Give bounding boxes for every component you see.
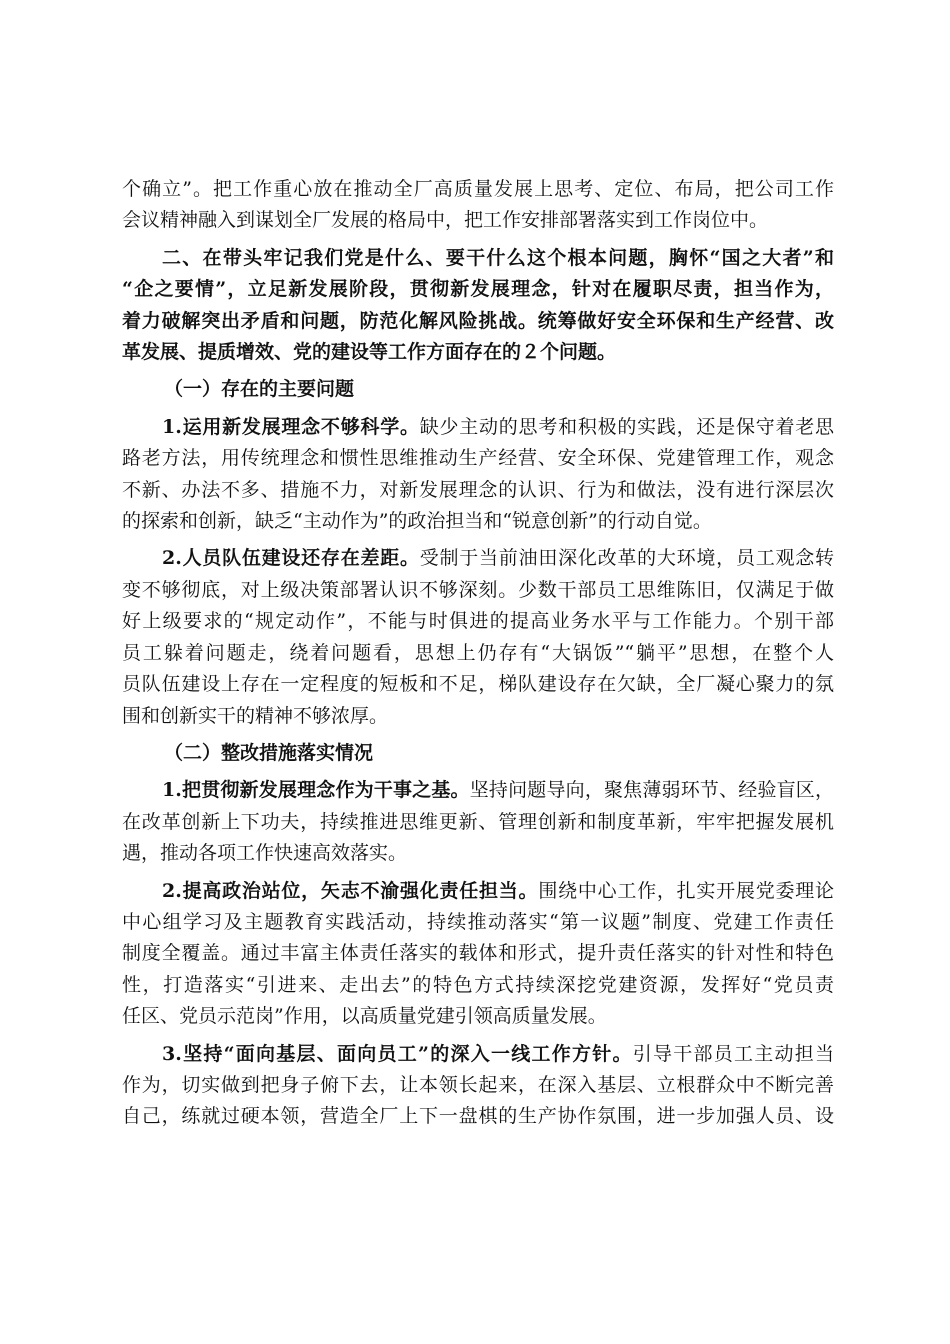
text-line: 任区、党员示范岗”作用，以高质量党建引领高质量发展。: [122, 1005, 607, 1028]
text-line: [122, 543, 834, 574]
subheading-existing-problems: （一）存在的主要问题: [164, 378, 355, 401]
item-text: 受制于当前油田深化改革的大环境，员工观念转: [419, 547, 834, 570]
item-text: 引导干部员工主动担当: [632, 1042, 834, 1065]
text-line: 的探索和创新，缺乏“主动作为”的政治担当和“锐意创新”的行动自觉。: [122, 510, 712, 533]
text-line: 好上级要求的“规定动作”，不能与时俱进的提高业务水平与工作能力。个别干部: [122, 610, 834, 633]
text-line: “企之要情”，立足新发展阶段，贯彻新发展理念，针对在履职尽责，担当作为，: [122, 278, 834, 301]
document-page: [122, 174, 834, 1139]
text-line: 制度全覆盖。通过丰富主体责任落实的载体和形式，提升责任落实的针对性和特色: [122, 942, 834, 965]
text-line: [122, 876, 834, 907]
text-line: 围和创新实干的精神不够浓厚。: [122, 704, 389, 727]
item-text: 围绕中心工作，扎实开展党委理论: [538, 879, 834, 902]
text-line: 性，打造落实“引进来、走出去”的特色方式持续深挖党建资源，发挥好“党员责: [122, 973, 834, 996]
text-line: [122, 775, 834, 806]
text-line: [122, 412, 834, 443]
text-line: 遇，推动各项工作快速高效落实。: [122, 842, 408, 865]
text-line: 会议精神融入到谋划全厂发展的格局中，把工作安排部署落实到工作岗位中。: [122, 209, 769, 232]
text-line: [122, 1039, 834, 1070]
paragraph-measure-1: [122, 775, 834, 869]
text-line: 自己，练就过硬本领，营造全厂上下一盘棋的生产协作氛围，进一步加强人员、设: [122, 1105, 834, 1128]
item-text: 缺少主动的思考和积极的实践，还是保守着老思: [419, 415, 834, 438]
text-line: 员工躲着问题走，绕着问题看，思想上仍存有“大锅饭”“躺平”思想，在整个人: [122, 641, 834, 664]
text-line: 变不够彻底，对上级决策部署认识不够深刻。少数干部员工思维陈旧，仅满足于做: [122, 578, 834, 601]
item-text: 坚持问题导向，聚焦薄弱环节、经验盲区，: [469, 779, 834, 802]
subheading-rectification-measures: （二）整改措施落实情况: [164, 741, 374, 764]
text-line: 中心组学习及主题教育实践活动，持续推动落实“第一议题”制度、党建工作责任: [122, 910, 834, 933]
text-line: 员队伍建设上存在一定程度的短板和不足，梯队建设存在欠缺，全厂凝心聚力的氛: [122, 673, 834, 696]
item-lead: 1.运用新发展理念不够科学。: [162, 415, 420, 438]
paragraph-measure-3: [122, 1039, 834, 1133]
paragraph-problem-2: [122, 543, 834, 731]
text-line: 路老方法，用传统理念和惯性思维推动生产经营、安全环保、党建管理工作，观念: [122, 447, 834, 470]
text-line: 作为，切实做到把身子俯下去，让本领长起来，在深入基层、立根群众中不断完善: [122, 1073, 834, 1096]
text-line: 不新、办法不多、措施不力，对新发展理念的认识、行为和做法，没有进行深层次: [122, 478, 834, 501]
item-lead: 1.把贯彻新发展理念作为干事之基。: [162, 779, 470, 802]
text-line: 着力破解突出矛盾和问题，防范化解风险挑战。统筹做好安全环保和生产经营、改: [122, 309, 834, 332]
text-line: 在改革创新上下功夫，持续推进思维更新、管理创新和制度革新，牢牢把握发展机: [122, 810, 834, 833]
text-line: 二、在带头牢记我们党是什么、要干什么这个根本问题，胸怀“国之大者”和: [162, 246, 834, 269]
item-lead: 2.人员队伍建设还存在差距。: [162, 547, 420, 570]
paragraph-problem-1: [122, 412, 834, 538]
paragraph-continuation: [122, 174, 834, 237]
text-line: 个确立”。把工作重心放在推动全厂高质量发展上思考、定位、布局，把公司工作: [122, 178, 834, 200]
text-line: 革发展、提质增效、党的建设等工作方面存在的２个问题。: [122, 341, 617, 364]
paragraph-measure-2: [122, 876, 834, 1033]
item-lead: 2.提高政治站位，矢志不渝强化责任担当。: [162, 879, 539, 902]
item-lead: 3.坚持“面向基层、面向员工”的深入一线工作方针。: [162, 1042, 633, 1065]
section-heading-two: [122, 243, 834, 369]
